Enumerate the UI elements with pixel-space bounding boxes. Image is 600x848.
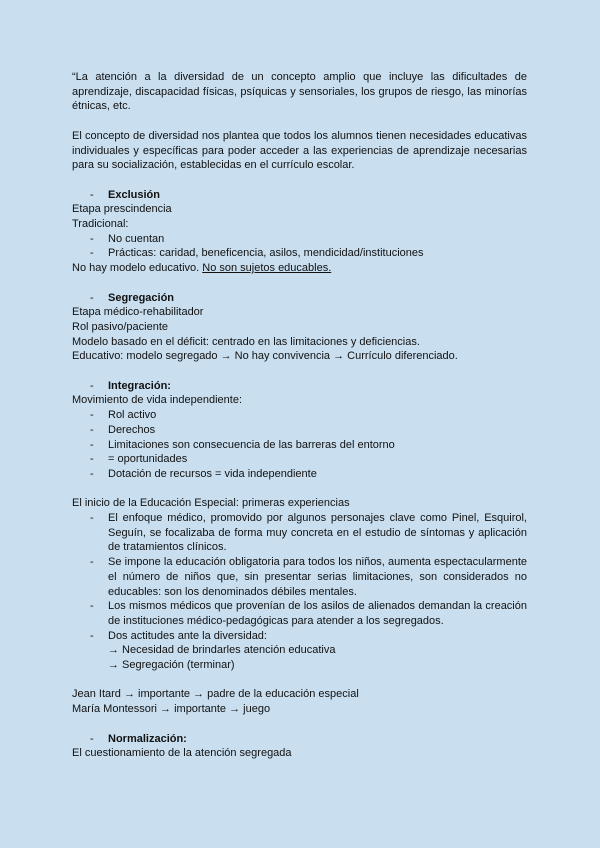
list-item: - Los mismos médicos que provenían de los asilos de alienados demandan la creación de instituciones médico-pedagógicas para atender a los segregados. — [72, 599, 527, 628]
section-heading-integracion: - Integración: — [90, 379, 171, 392]
list-item: - Rol activo — [72, 408, 527, 423]
educacion-especial-list — [72, 511, 527, 643]
segregacion-line: Rol pasivo/paciente — [72, 320, 169, 333]
list-item: - El enfoque médico, promovido por algunos personajes clave como Pinel, Esquirol, Seguín, se focalizaba de forma muy concreta en el estudio de síntomas y aplicación de tratamientos clínicos. — [72, 511, 527, 555]
section-heading-exclusion: - Exclusión — [90, 188, 160, 201]
exclusion-list — [72, 232, 527, 261]
list-item: - = oportunidades — [72, 452, 527, 467]
intro-paragraph-1: “La atención a la diversidad de un concepto amplio que incluye las dificultades de aprendizaje, discapacidad físicas, psíquicas y sensoriales, los grupos de riesgo, las minorías étnicas, etc. — [72, 71, 527, 113]
list-item: - Dos actitudes ante la diversidad: — [72, 629, 527, 644]
list-item: - Se impone la educación obligatoria para todos los niños, aumenta espectacularmente el número de niños que, sin presentar serias limitaciones, son considerados no educables: son los denominados débiles mentales. — [72, 555, 527, 599]
list-item: - Prácticas: caridad, beneficencia, asilos, mendicidad/instituciones — [72, 246, 527, 261]
list-item: - Limitaciones son consecuencia de las barreras del entorno — [72, 438, 527, 453]
figura-line: María Montessori → importante → juego — [72, 703, 271, 716]
exclusion-closing: No hay modelo educativo. No son sujetos educables. — [72, 262, 332, 275]
sub-item: → Segregación (terminar) — [108, 659, 235, 672]
figura-line: Jean Itard → importante → padre de la educación especial — [72, 688, 359, 701]
integracion-line-1: Movimiento de vida independiente: — [72, 394, 243, 407]
sub-item: → Necesidad de brindarles atención educativa — [108, 644, 336, 657]
educacion-especial-line-1: El inicio de la Educación Especial: primeras experiencias — [72, 497, 350, 510]
normalizacion-line-1: El cuestionamiento de la atención segregada — [72, 747, 292, 760]
exclusion-line-1: Etapa prescindencia — [72, 203, 172, 216]
intro-paragraph-2: El concepto de diversidad nos plantea que todos los alumnos tienen necesidades educativas individuales y específicas para poder acceder a las experiencias de aprendizaje necesarias para su socialización, establecidas en el currículo escolar. — [72, 129, 527, 172]
exclusion-line-2: Tradicional: — [72, 218, 129, 230]
list-item: - Derechos — [72, 423, 527, 438]
section-heading-segregacion: - Segregación — [90, 291, 175, 304]
document-page — [72, 70, 527, 761]
segregacion-line: Educativo: modelo segregado → No hay convivencia → Currículo diferenciado. — [72, 350, 458, 363]
segregacion-line: Modelo basado en el déficit: centrado en las limitaciones y deficiencias. — [72, 335, 420, 348]
list-item: - Dotación de recursos = vida independiente — [72, 467, 527, 482]
segregacion-line: Etapa médico-rehabilitador — [72, 306, 204, 319]
exclusion-closing-underlined: No son sujetos educables. — [202, 262, 332, 275]
section-heading-normalizacion: - Normalización: — [90, 732, 187, 745]
list-item: - No cuentan — [72, 232, 527, 247]
integracion-list — [72, 408, 527, 482]
